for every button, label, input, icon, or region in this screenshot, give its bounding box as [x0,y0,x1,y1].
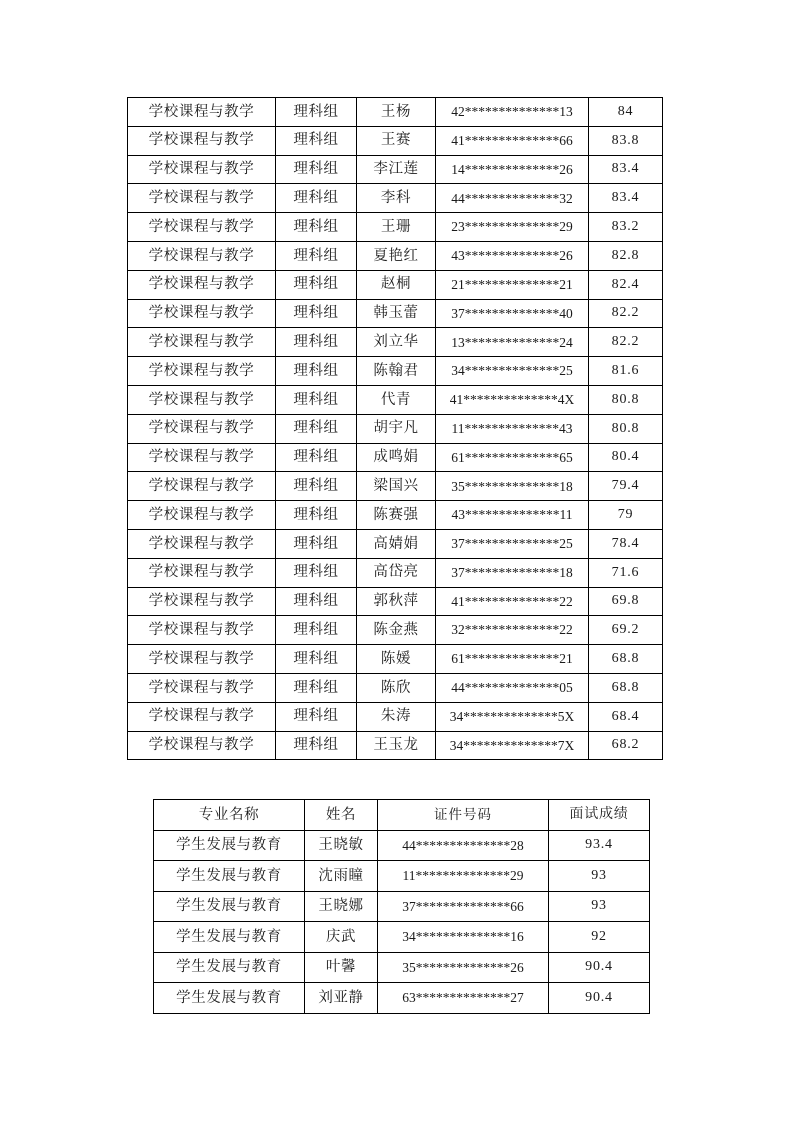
cell-score: 81.6 [589,357,663,386]
cell-id: 41**************22 [436,587,589,616]
table-row [128,587,663,616]
table-2-container [153,799,645,1014]
cell-group: 理科组 [276,702,357,731]
table-header-row [154,800,650,831]
cell-score: 79 [589,501,663,530]
column-header-major: 专业名称 [154,800,305,831]
table-row [154,983,650,1014]
table-row [128,501,663,530]
cell-id: 41**************4X [436,385,589,414]
cell-id: 37**************66 [378,891,549,922]
cell-score: 92 [549,922,650,953]
table-row [128,98,663,127]
cell-name: 王珊 [357,213,436,242]
cell-id: 11**************43 [436,414,589,443]
cell-score: 82.2 [589,328,663,357]
cell-major: 学校课程与教学 [128,529,276,558]
cell-name: 王赛 [357,126,436,155]
cell-major: 学校课程与教学 [128,328,276,357]
cell-id: 63**************27 [378,983,549,1014]
table-row [128,414,663,443]
cell-id: 37**************40 [436,299,589,328]
cell-name: 李江莲 [357,155,436,184]
cell-score: 84 [589,98,663,127]
cell-id: 34**************25 [436,357,589,386]
table-row [128,616,663,645]
cell-group: 理科组 [276,328,357,357]
cell-group: 理科组 [276,731,357,760]
cell-group: 理科组 [276,616,357,645]
cell-id: 41**************66 [436,126,589,155]
interview-scores-table-part1 [127,97,663,760]
cell-major: 学校课程与教学 [128,645,276,674]
table-row [128,357,663,386]
cell-group: 理科组 [276,98,357,127]
cell-major: 学校课程与教学 [128,673,276,702]
cell-score: 78.4 [589,529,663,558]
cell-group: 理科组 [276,472,357,501]
cell-name: 夏艳红 [357,241,436,270]
cell-score: 68.4 [589,702,663,731]
cell-score: 68.2 [589,731,663,760]
cell-score: 83.8 [589,126,663,155]
cell-group: 理科组 [276,213,357,242]
cell-group: 理科组 [276,241,357,270]
table-row [128,529,663,558]
cell-id: 14**************26 [436,155,589,184]
cell-major: 学校课程与教学 [128,184,276,213]
cell-group: 理科组 [276,385,357,414]
column-header-id: 证件号码 [378,800,549,831]
table-row [128,241,663,270]
table-row [128,299,663,328]
cell-id: 44**************28 [378,830,549,861]
table-row [128,270,663,299]
cell-id: 37**************25 [436,529,589,558]
cell-score: 68.8 [589,645,663,674]
cell-name: 李科 [357,184,436,213]
cell-name: 代青 [357,385,436,414]
cell-major: 学校课程与教学 [128,501,276,530]
cell-major: 学校课程与教学 [128,702,276,731]
table-row [128,731,663,760]
cell-group: 理科组 [276,645,357,674]
cell-score: 93 [549,891,650,922]
cell-name: 成鸣娟 [357,443,436,472]
cell-score: 83.4 [589,155,663,184]
cell-group: 理科组 [276,184,357,213]
cell-score: 80.4 [589,443,663,472]
cell-id: 34**************16 [378,922,549,953]
cell-score: 79.4 [589,472,663,501]
cell-major: 学校课程与教学 [128,731,276,760]
table-row [128,443,663,472]
table-row [128,213,663,242]
cell-id: 13**************24 [436,328,589,357]
cell-id: 23**************29 [436,213,589,242]
cell-major: 学校课程与教学 [128,616,276,645]
table-row [128,328,663,357]
table-1-body [128,98,663,760]
cell-major: 学生发展与教育 [154,861,305,892]
cell-group: 理科组 [276,673,357,702]
cell-group: 理科组 [276,587,357,616]
cell-id: 35**************26 [378,952,549,983]
cell-major: 学校课程与教学 [128,155,276,184]
cell-id: 11**************29 [378,861,549,892]
column-header-name: 姓名 [305,800,378,831]
cell-name: 朱涛 [357,702,436,731]
cell-id: 42**************13 [436,98,589,127]
table-row [154,861,650,892]
table-row [128,645,663,674]
cell-group: 理科组 [276,155,357,184]
cell-score: 82.4 [589,270,663,299]
cell-name: 王玉龙 [357,731,436,760]
cell-name: 陈赛强 [357,501,436,530]
cell-name: 陈欣 [357,673,436,702]
cell-id: 44**************32 [436,184,589,213]
cell-id: 61**************21 [436,645,589,674]
cell-name: 陈翰君 [357,357,436,386]
cell-name: 陈媛 [357,645,436,674]
cell-major: 学校课程与教学 [128,299,276,328]
table-row [128,385,663,414]
table-2-head [154,800,650,831]
cell-major: 学生发展与教育 [154,952,305,983]
cell-major: 学生发展与教育 [154,891,305,922]
cell-major: 学校课程与教学 [128,587,276,616]
cell-id: 37**************18 [436,558,589,587]
cell-score: 93 [549,861,650,892]
cell-major: 学校课程与教学 [128,443,276,472]
table-2-body [154,830,650,1013]
cell-group: 理科组 [276,443,357,472]
cell-major: 学校课程与教学 [128,126,276,155]
cell-id: 44**************05 [436,673,589,702]
table-row [128,472,663,501]
cell-id: 43**************11 [436,501,589,530]
cell-name: 陈金燕 [357,616,436,645]
table-row [128,155,663,184]
cell-score: 71.6 [589,558,663,587]
cell-name: 高岱亮 [357,558,436,587]
cell-name: 刘立华 [357,328,436,357]
cell-score: 90.4 [549,983,650,1014]
cell-major: 学生发展与教育 [154,983,305,1014]
cell-major: 学校课程与教学 [128,213,276,242]
cell-score: 80.8 [589,414,663,443]
cell-id: 35**************18 [436,472,589,501]
cell-major: 学校课程与教学 [128,472,276,501]
cell-id: 34**************5X [436,702,589,731]
cell-id: 43**************26 [436,241,589,270]
cell-score: 80.8 [589,385,663,414]
cell-major: 学校课程与教学 [128,241,276,270]
cell-name: 郭秋萍 [357,587,436,616]
cell-major: 学校课程与教学 [128,385,276,414]
cell-id: 32**************22 [436,616,589,645]
cell-major: 学生发展与教育 [154,922,305,953]
table-row [128,126,663,155]
cell-score: 93.4 [549,830,650,861]
cell-name: 王晓敏 [305,830,378,861]
cell-major: 学校课程与教学 [128,270,276,299]
cell-name: 沈雨瞳 [305,861,378,892]
cell-name: 庆武 [305,922,378,953]
table-row [154,891,650,922]
cell-score: 82.8 [589,241,663,270]
cell-group: 理科组 [276,501,357,530]
table-row [154,830,650,861]
cell-id: 21**************21 [436,270,589,299]
cell-name: 刘亚静 [305,983,378,1014]
cell-score: 68.8 [589,673,663,702]
cell-group: 理科组 [276,414,357,443]
cell-group: 理科组 [276,558,357,587]
cell-major: 学校课程与教学 [128,357,276,386]
cell-group: 理科组 [276,126,357,155]
table-row [128,558,663,587]
cell-score: 69.8 [589,587,663,616]
cell-name: 韩玉蕾 [357,299,436,328]
table-row [154,922,650,953]
cell-score: 82.2 [589,299,663,328]
table-row [128,673,663,702]
cell-major: 学校课程与教学 [128,414,276,443]
cell-name: 叶馨 [305,952,378,983]
cell-score: 69.2 [589,616,663,645]
cell-id: 61**************65 [436,443,589,472]
cell-name: 王杨 [357,98,436,127]
interview-scores-table-part2 [153,799,650,1014]
cell-group: 理科组 [276,270,357,299]
cell-name: 高婧娟 [357,529,436,558]
table-1-container [127,97,657,760]
cell-major: 学校课程与教学 [128,558,276,587]
cell-group: 理科组 [276,357,357,386]
cell-score: 90.4 [549,952,650,983]
cell-major: 学校课程与教学 [128,98,276,127]
cell-score: 83.2 [589,213,663,242]
table-row [154,952,650,983]
column-header-score: 面试成绩 [549,800,650,831]
table-row [128,702,663,731]
cell-score: 83.4 [589,184,663,213]
cell-major: 学生发展与教育 [154,830,305,861]
cell-name: 赵桐 [357,270,436,299]
cell-name: 胡宇凡 [357,414,436,443]
cell-group: 理科组 [276,299,357,328]
table-row [128,184,663,213]
cell-name: 梁国兴 [357,472,436,501]
cell-group: 理科组 [276,529,357,558]
cell-id: 34**************7X [436,731,589,760]
cell-name: 王晓娜 [305,891,378,922]
